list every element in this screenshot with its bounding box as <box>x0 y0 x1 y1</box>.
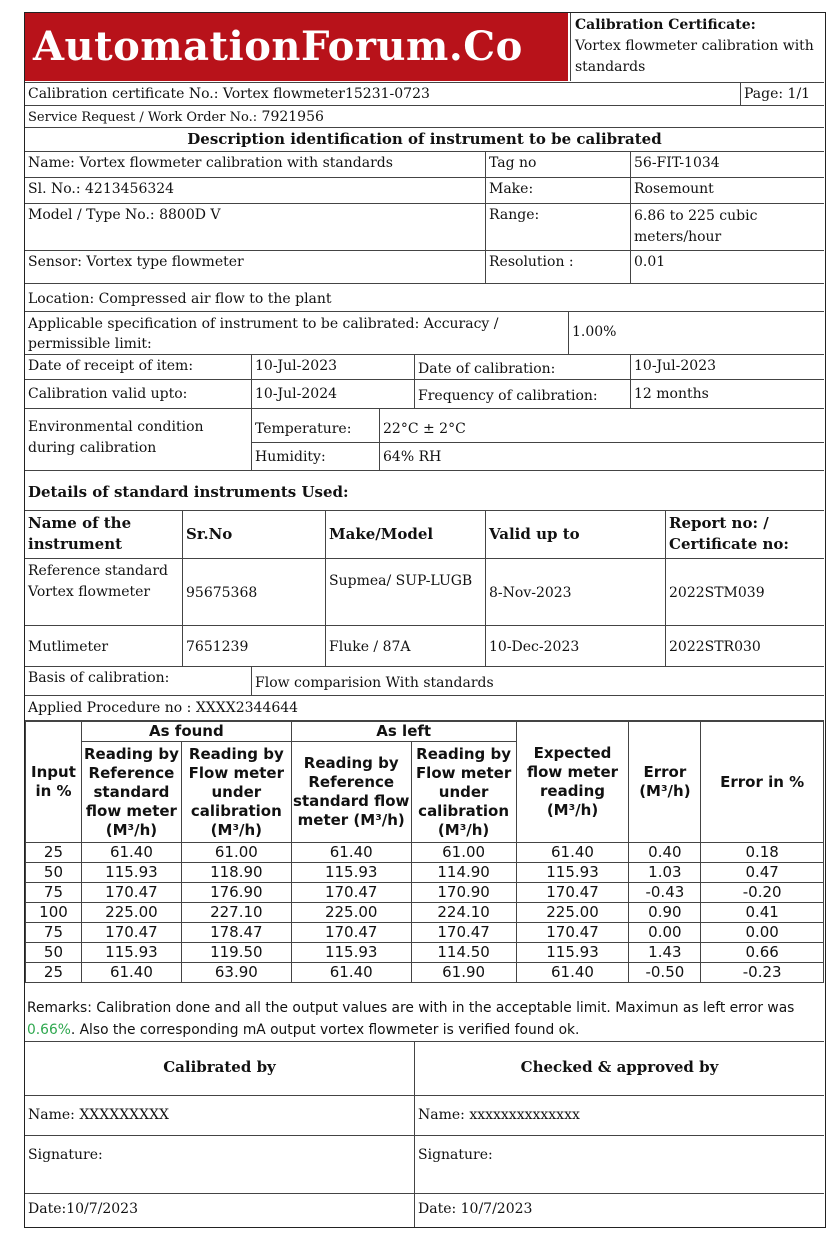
remarks-text-end: . Also the corresponding mA output vortex flowmeter is verified found ok. <box>70 1022 580 1038</box>
cell-error: -0.43 <box>629 883 701 903</box>
standards-section-row <box>25 471 824 511</box>
cell-fm-found: 227.10 <box>181 903 291 923</box>
cell-expected: 170.47 <box>516 883 629 903</box>
cell-error: 1.03 <box>629 863 701 883</box>
standards-header-report: Report no: / Certificate no: <box>665 511 824 558</box>
cell-input-percent: 50 <box>26 863 82 883</box>
frequency-label: Frequency of calibration: <box>414 380 630 408</box>
applied-procedure: Applied Procedure no : XXXX2344644 <box>28 700 299 716</box>
cell-ref-left: 225.00 <box>291 903 411 923</box>
cell-error: 0.40 <box>629 843 701 863</box>
cell-ref-found: 61.40 <box>81 843 181 863</box>
calibration-certificate <box>24 12 826 1228</box>
cell-error-percent: 0.47 <box>701 863 824 883</box>
model-type: Model / Type No.: 8800D V <box>28 207 221 223</box>
standard-name: Reference standard Vortex flowmeter <box>28 563 168 600</box>
basis-label: Basis of calibration: <box>28 670 170 686</box>
standard-valid: 8-Nov-2023 <box>485 559 665 625</box>
cell-error-percent: -0.23 <box>701 963 824 983</box>
environment-values <box>251 409 824 470</box>
cell-input-percent: 100 <box>26 903 82 923</box>
cell-error-percent: 0.00 <box>701 923 824 943</box>
checked-by-title: Checked & approved by <box>414 1042 824 1095</box>
instrument-name: Name: Vortex flowmeter calibration with standards <box>28 155 393 171</box>
resolution-value: 0.01 <box>630 251 824 283</box>
valid-upto-value: 10-Jul-2024 <box>251 380 414 408</box>
accuracy-value: 1.00% <box>568 312 824 354</box>
serial-number: Sl. No.: 4213456324 <box>28 181 175 197</box>
certificate-header <box>25 13 824 83</box>
receipt-date-label: Date of receipt of item: <box>28 358 194 374</box>
tag-label: Tag no <box>485 152 630 177</box>
cell-input-percent: 75 <box>26 883 82 903</box>
results-body <box>26 843 824 983</box>
standard-make: Supmea/ SUP-LUGB <box>325 559 485 625</box>
cell-expected: 170.47 <box>516 923 629 943</box>
instrument-section-title: Description identification of instrument to be calibrated <box>187 130 662 148</box>
make-label: Make: <box>485 178 630 203</box>
standards-row <box>25 559 824 626</box>
remarks-row <box>25 995 824 1042</box>
sensor-row <box>25 251 824 284</box>
humidity-value: 64% RH <box>379 442 824 470</box>
service-request-value: 7921956 <box>261 109 324 125</box>
cell-input-percent: 25 <box>26 843 82 863</box>
tag-value: 56-FIT-1034 <box>630 152 824 177</box>
cell-fm-found: 118.90 <box>181 863 291 883</box>
certificate-heading <box>570 13 824 81</box>
basis-row <box>25 667 824 696</box>
standards-header-srno: Sr.No <box>182 511 325 558</box>
cell-expected: 115.93 <box>516 943 629 963</box>
header-fm-left: Reading by Flow meter under calibration (M³/h) <box>411 742 516 843</box>
standard-report: 2022STM039 <box>665 559 824 625</box>
validity-row <box>25 380 824 409</box>
results-row <box>26 923 824 943</box>
service-request <box>25 106 824 127</box>
cell-error: -0.50 <box>629 963 701 983</box>
environment-label: Environmental condition during calibration <box>28 419 204 456</box>
standard-serial: 7651239 <box>182 626 325 666</box>
standards-header-valid: Valid up to <box>485 511 665 558</box>
cell-ref-left: 115.93 <box>291 863 411 883</box>
signoff-name-row <box>25 1096 824 1136</box>
cell-ref-found: 170.47 <box>81 883 181 903</box>
cell-ref-left: 115.93 <box>291 943 411 963</box>
signoff-header-row <box>25 1042 824 1096</box>
certificate-number-row <box>25 83 824 106</box>
standards-header-make: Make/Model <box>325 511 485 558</box>
cell-ref-left: 170.47 <box>291 923 411 943</box>
standard-name: Mutlimeter <box>28 639 109 655</box>
cell-expected: 61.40 <box>516 963 629 983</box>
standards-row <box>25 626 824 667</box>
standard-serial: 95675368 <box>182 559 325 625</box>
standard-valid: 10-Dec-2023 <box>485 626 665 666</box>
cell-fm-left: 224.10 <box>411 903 516 923</box>
calibrated-by-signature: Signature: <box>28 1147 103 1163</box>
cell-ref-found: 61.40 <box>81 963 181 983</box>
checked-by-signature: Signature: <box>414 1136 824 1193</box>
cell-error-percent: 0.66 <box>701 943 824 963</box>
receipt-row <box>25 355 824 380</box>
signoff-date-row <box>25 1194 824 1227</box>
serial-row <box>25 178 824 204</box>
location: Location: Compressed air flow to the plant <box>28 291 332 307</box>
header-ref-found: Reading by Reference standard flow meter (M³/h) <box>81 742 181 843</box>
results-row <box>26 903 824 923</box>
cell-input-percent: 75 <box>26 923 82 943</box>
cell-fm-found: 178.47 <box>181 923 291 943</box>
cell-input-percent: 50 <box>26 943 82 963</box>
cell-error-percent: 0.18 <box>701 843 824 863</box>
cell-input-percent: 25 <box>26 963 82 983</box>
cell-fm-left: 170.90 <box>411 883 516 903</box>
calibrated-by-name: Name: XXXXXXXXX <box>28 1107 170 1123</box>
instrument-name-row <box>25 152 824 178</box>
cell-ref-found: 170.47 <box>81 923 181 943</box>
cell-error: 0.90 <box>629 903 701 923</box>
resolution-label: Resolution : <box>485 251 630 283</box>
results-row <box>26 963 824 983</box>
location-row <box>25 284 824 312</box>
environment-row <box>25 409 824 471</box>
range-value: 6.86 to 225 cubic meters/hour <box>630 204 824 250</box>
service-request-row <box>25 106 824 128</box>
instrument-section-row <box>25 128 824 152</box>
results-row <box>26 943 824 963</box>
cell-fm-left: 61.90 <box>411 963 516 983</box>
results-table <box>25 721 824 983</box>
cell-fm-left: 114.90 <box>411 863 516 883</box>
cell-fm-found: 61.00 <box>181 843 291 863</box>
cell-ref-found: 225.00 <box>81 903 181 923</box>
header-error: Error (M³/h) <box>629 722 701 843</box>
header-error-percent: Error in % <box>701 722 824 843</box>
header-ref-left: Reading by Reference standard flow meter (M³/h) <box>291 742 411 843</box>
calibration-date-value: 10-Jul-2023 <box>630 355 824 379</box>
standards-header-name: Name of the instrument <box>28 514 132 553</box>
accuracy-label: Applicable specification of instrument to be calibrated: Accuracy / permissible limit: <box>28 316 499 352</box>
standards-section-title: Details of standard instruments Used: <box>28 483 349 501</box>
basis-value: Flow comparision With standards <box>251 667 824 695</box>
checked-by-date: Date: 10/7/2023 <box>414 1194 824 1227</box>
header-expected: Expected flow meter reading (M³/h) <box>516 722 629 843</box>
page-number: Page: 1/1 <box>740 83 824 105</box>
cell-expected: 61.40 <box>516 843 629 863</box>
calibrated-by-date: Date:10/7/2023 <box>28 1201 138 1217</box>
standards-table-header <box>25 511 824 559</box>
valid-upto-label: Calibration valid upto: <box>28 386 188 402</box>
brand-logo: AutomationForum.Co <box>25 13 568 81</box>
cell-fm-left: 61.00 <box>411 843 516 863</box>
certificate-number-label: Calibration certificate No.: <box>28 86 219 102</box>
certificate-heading-subtitle: Vortex flowmeter calibration with standards <box>575 38 814 75</box>
accuracy-row <box>25 312 824 355</box>
sensor: Sensor: Vortex type flowmeter <box>28 254 244 270</box>
cell-error-percent: -0.20 <box>701 883 824 903</box>
remarks <box>25 995 824 1041</box>
humidity-label: Humidity: <box>255 449 326 465</box>
certificate-number-value: Vortex flowmeter15231-0723 <box>222 86 430 102</box>
header-as-found: As found <box>81 722 291 742</box>
cell-error: 1.43 <box>629 943 701 963</box>
cell-fm-found: 119.50 <box>181 943 291 963</box>
calibration-date-label: Date of calibration: <box>414 355 630 379</box>
range-label: Range: <box>485 204 630 250</box>
receipt-date-value: 10-Jul-2023 <box>251 355 414 379</box>
cell-fm-left: 114.50 <box>411 943 516 963</box>
standard-make: Fluke / 87A <box>325 626 485 666</box>
cell-ref-found: 115.93 <box>81 863 181 883</box>
results-group-header <box>26 722 824 742</box>
standard-report: 2022STR030 <box>665 626 824 666</box>
model-row <box>25 204 824 251</box>
service-request-label: Service Request / Work Order No.: <box>28 110 258 125</box>
cell-expected: 225.00 <box>516 903 629 923</box>
checked-by-name: Name: xxxxxxxxxxxxxx <box>414 1096 824 1135</box>
results-row <box>26 843 824 863</box>
calibrated-by-title: Calibrated by <box>163 1058 276 1076</box>
cell-ref-found: 115.93 <box>81 943 181 963</box>
header-fm-found: Reading by Flow meter under calibration (M³/h) <box>181 742 291 843</box>
results-row <box>26 863 824 883</box>
certificate-heading-line1: Calibration Certificate: <box>575 17 756 33</box>
cell-fm-found: 63.90 <box>181 963 291 983</box>
cell-error: 0.00 <box>629 923 701 943</box>
cell-ref-left: 170.47 <box>291 883 411 903</box>
procedure-row <box>25 696 824 721</box>
cell-error-percent: 0.41 <box>701 903 824 923</box>
remarks-text: Remarks: Calibration done and all the output values are with in the acceptable limit. Maximun as left error was <box>27 1000 795 1016</box>
header-input: Input in % <box>26 722 82 843</box>
header-as-left: As left <box>291 722 516 742</box>
make-value: Rosemount <box>630 178 824 203</box>
signoff-signature-row <box>25 1136 824 1194</box>
temperature-label: Temperature: <box>255 421 352 437</box>
certificate-number <box>25 83 740 105</box>
cell-fm-found: 176.90 <box>181 883 291 903</box>
frequency-value: 12 months <box>630 380 824 408</box>
results-row <box>26 883 824 903</box>
max-error-highlight: 0.66% <box>27 1022 71 1038</box>
cell-ref-left: 61.40 <box>291 963 411 983</box>
cell-expected: 115.93 <box>516 863 629 883</box>
cell-ref-left: 61.40 <box>291 843 411 863</box>
temperature-value: 22°C ± 2°C <box>379 409 824 442</box>
cell-fm-left: 170.47 <box>411 923 516 943</box>
